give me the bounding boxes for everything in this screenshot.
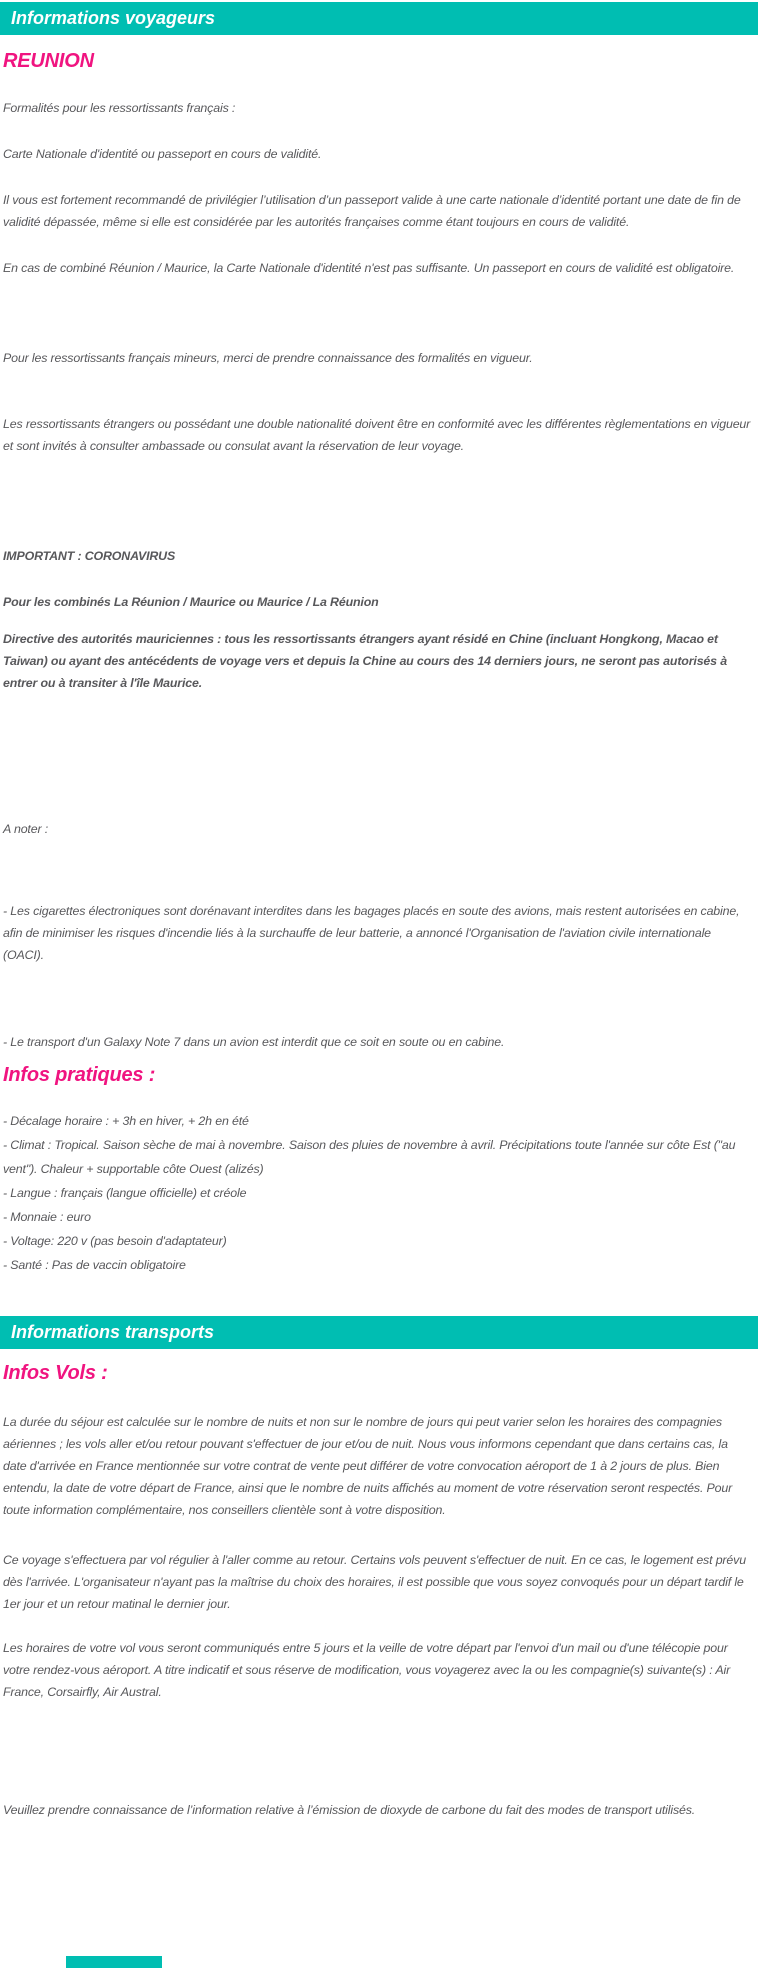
paragraph-etrangers: Les ressortissants étrangers ou possédant une double nationalité doivent être en conformité avec les différentes règlementations en vigueur et sont invités à consulter ambassade ou consulat avant la réservation de leur voyage. xyxy=(3,417,751,453)
list-item-climat: - Climat : Tropical. Saison sèche de mai à novembre. Saison des pluies de novembre à avril. Précipitations toute l'année sur côte Est ("au vent"). Chaleur + supportable côte Ouest (alizés) xyxy=(3,1138,736,1176)
paragraph-mineurs: Pour les ressortissants français mineurs, merci de prendre connaissance des formalités en vigueur. xyxy=(3,351,533,365)
list-item-langue: - Langue : français (langue officielle) et créole xyxy=(3,1186,247,1200)
section-header-transports-title: Informations transports xyxy=(11,1322,215,1342)
destination-title: REUNION xyxy=(3,50,94,72)
paragraph-a-noter: A noter : xyxy=(3,822,49,836)
list-item-monnaie: - Monnaie : euro xyxy=(3,1210,91,1224)
infos-pratiques-title: Infos pratiques : xyxy=(3,1064,156,1086)
paragraph-important-coronavirus: IMPORTANT : CORONAVIRUS xyxy=(3,549,176,563)
infos-pratiques-list xyxy=(3,1109,753,1277)
transports-section xyxy=(0,1361,758,1821)
section-header-transports xyxy=(0,1316,758,1349)
paragraph-galaxy-note: - Le transport d'un Galaxy Note 7 dans un avion est interdit que ce soit en soute ou en cabine. xyxy=(3,1035,505,1049)
paragraph-combines-maurice: Pour les combinés La Réunion / Maurice ou Maurice / La Réunion xyxy=(3,595,379,609)
paragraph-horaires-vol: Les horaires de votre vol vous seront communiqués entre 5 jours et la veille de votre départ par l'envoi d'un mail ou d'une télécopie pour votre rendez-vous aéroport. A titre indicatif et sous réserve de modification, vous voyagerez avec la ou les compagnie(s) suivante(s) : Air France, Corsairfly, Air Austral. xyxy=(3,1641,731,1699)
paragraph-formalites: Formalités pour les ressortissants français : xyxy=(3,101,236,115)
infos-vols-title: Infos Vols : xyxy=(3,1362,108,1384)
paragraph-carte-identite: Carte Nationale d'identité ou passeport en cours de validité. xyxy=(3,147,322,161)
list-item-decalage: - Décalage horaire : + 3h en hiver, + 2h en été xyxy=(3,1114,249,1128)
paragraph-emission-co2: Veuillez prendre connaissance de l’information relative à l’émission de dioxyde de carbone du fait des modes de transport utilisés. xyxy=(3,1803,696,1817)
partial-header-bar xyxy=(66,1956,162,1968)
section-header-voyageurs-title: Informations voyageurs xyxy=(11,8,216,28)
paragraph-duree-sejour: La durée du séjour est calculée sur le nombre de nuits et non sur le nombre de jours qui peut varier selon les horaires des compagnies aériennes ; les vols aller et/ou retour pouvant s'effectuer de jour et/ou de nuit. Nous vous informons cependant que dans certains cas, la date d'arrivée en France mentionnée sur votre contrat de vente peut différer de votre convocation aéroport de 1 à 2 jours de plus. Bien entendu, la date de votre départ de France, ainsi que le nombre de nuits affichés au moment de votre réservation seront respectés. Pour toute information complémentaire, nos conseillers clientèle sont à votre disposition. xyxy=(3,1415,733,1517)
list-item-voltage: - Voltage: 220 v (pas besoin d'adaptateur) xyxy=(3,1234,227,1248)
paragraph-directive-mauricienne: Directive des autorités mauriciennes : tous les ressortissants étrangers ayant résidé en Chine (incluant Hongkong, Macao et Taiwan) ou ayant des antécédents de voyage vers et depuis la Chine au cours des 14 derniers jours, ne seront pas autorisés à entrer ou à transiter à l'île Maurice. xyxy=(3,632,727,690)
voyageurs-section xyxy=(0,49,758,1277)
paragraph-combine-reunion: En cas de combiné Réunion / Maurice, la Carte Nationale d'identité n'est pas suffisante. Un passeport en cours de validité est obligatoire. xyxy=(3,261,735,275)
paragraph-vol-regulier: Ce voyage s'effectuera par vol régulier à l'aller comme au retour. Certains vols peuvent s'effectuer de nuit. En ce cas, le logement est prévu dès l'arrivée. L'organisateur n'ayant pas la maîtrise du choix des horaires, il est possible que vous soyez convoqués pour un départ tardif le 1er jour et un retour matinal le dernier jour. xyxy=(3,1553,746,1611)
section-header-voyageurs xyxy=(0,2,758,35)
paragraph-cigarettes: - Les cigarettes électroniques sont dorénavant interdites dans les bagages placés en soute des avions, mais restent autorisées en cabine, afin de minimiser les risques d'incendie liés à la surchauffe de leur batterie, a annoncé l'Organisation de l'aviation civile internationale (OACI). xyxy=(3,904,740,962)
paragraph-passeport-recommande: Il vous est fortement recommandé de privilégier l’utilisation d’un passeport valide à une carte nationale d’identité portant une date de fin de validité dépassée, même si elle est considérée par les autorités françaises comme étant toujours en cours de validité. xyxy=(3,193,741,229)
list-item-sante: - Santé : Pas de vaccin obligatoire xyxy=(3,1258,186,1272)
